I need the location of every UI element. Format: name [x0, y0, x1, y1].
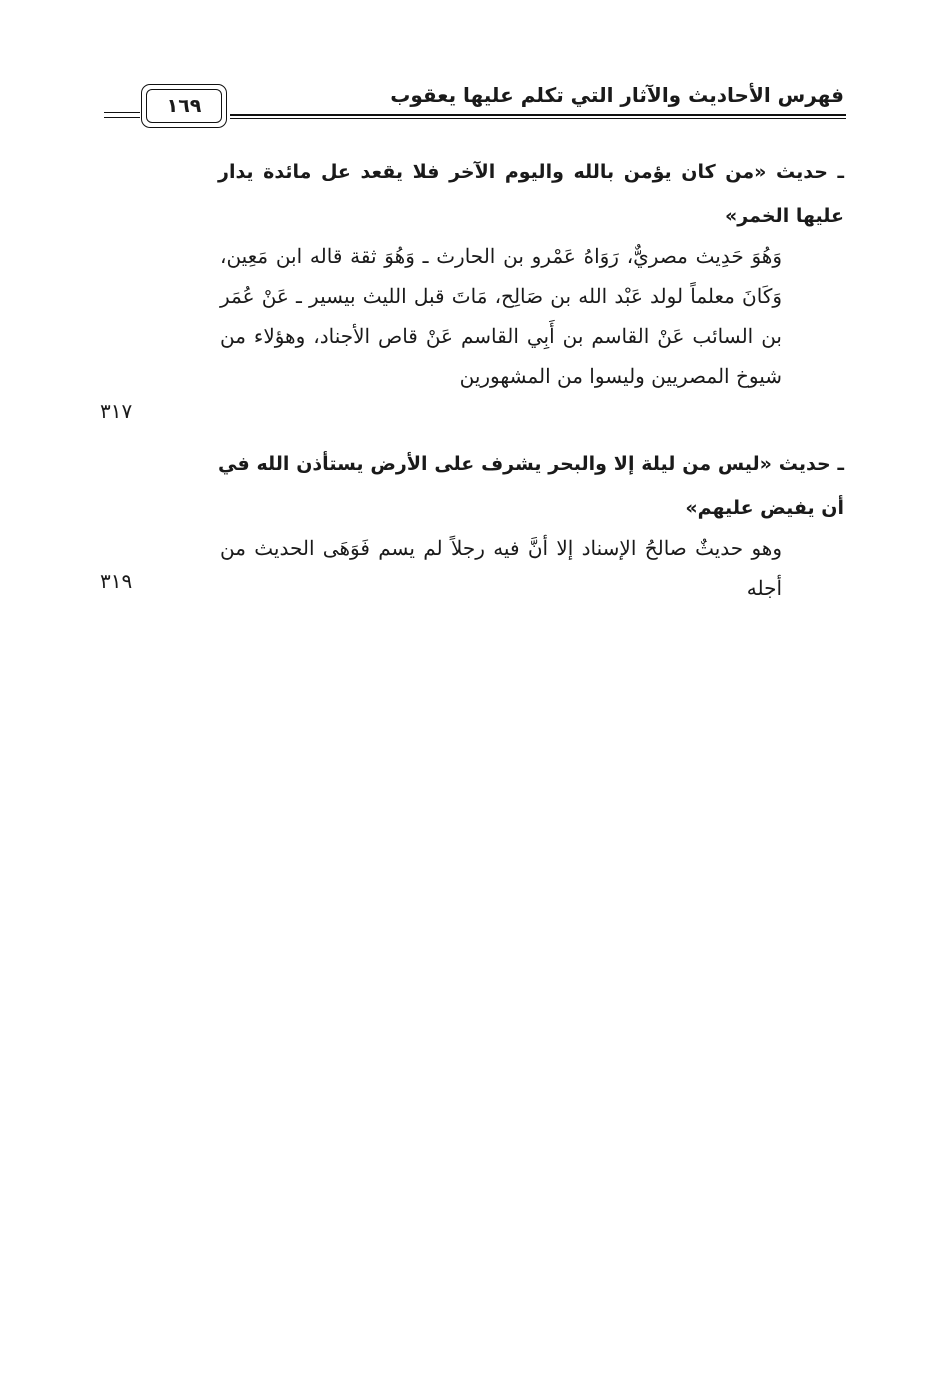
header-rule	[230, 114, 846, 119]
page-number-frame-inner	[146, 89, 222, 123]
hadith-heading: ـ حديث «من كان يؤمن بالله واليوم الآخر فلا يقعد عل مائدة يدار عليها الخمر»	[218, 161, 844, 227]
running-title: فهرس الأحاديث والآثار التي تكلم عليها يعقوب	[390, 83, 844, 107]
page-reference: ٣١٧	[100, 399, 133, 423]
header-rule-short	[104, 112, 140, 118]
page-number: ١٦٩	[166, 94, 202, 117]
hadith-commentary: وهو حديثٌ صالحُ الإسناد إلا أنَّ فيه رجلاً لم يسم فَوَهَى الحديث من أجله	[220, 536, 782, 600]
page-number-frame	[141, 84, 227, 128]
page-reference: ٣١٩	[100, 569, 133, 593]
hadith-heading: ـ حديث «ليس من ليلة إلا والبحر يشرف على الأرض يستأذن الله في أن يفيض عليهم»	[218, 453, 844, 519]
hadith-commentary: وَهُوَ حَدِيث مصريٌّ، رَوَاهُ عَمْرو بن الحارث ـ وَهُوَ ثقة قاله ابن مَعِين، وَكَانَ معلماً لولد عَبْد الله بن صَالِح، مَاتَ قبل الليث بيسير ـ عَنْ عُمَر بن السائب عَنْ القاسم بن أَبِي القاسم عَنْ قاص الأجناد، وهؤلاء من شيوخ المصريين وليسوا من المشهورين	[220, 244, 782, 388]
